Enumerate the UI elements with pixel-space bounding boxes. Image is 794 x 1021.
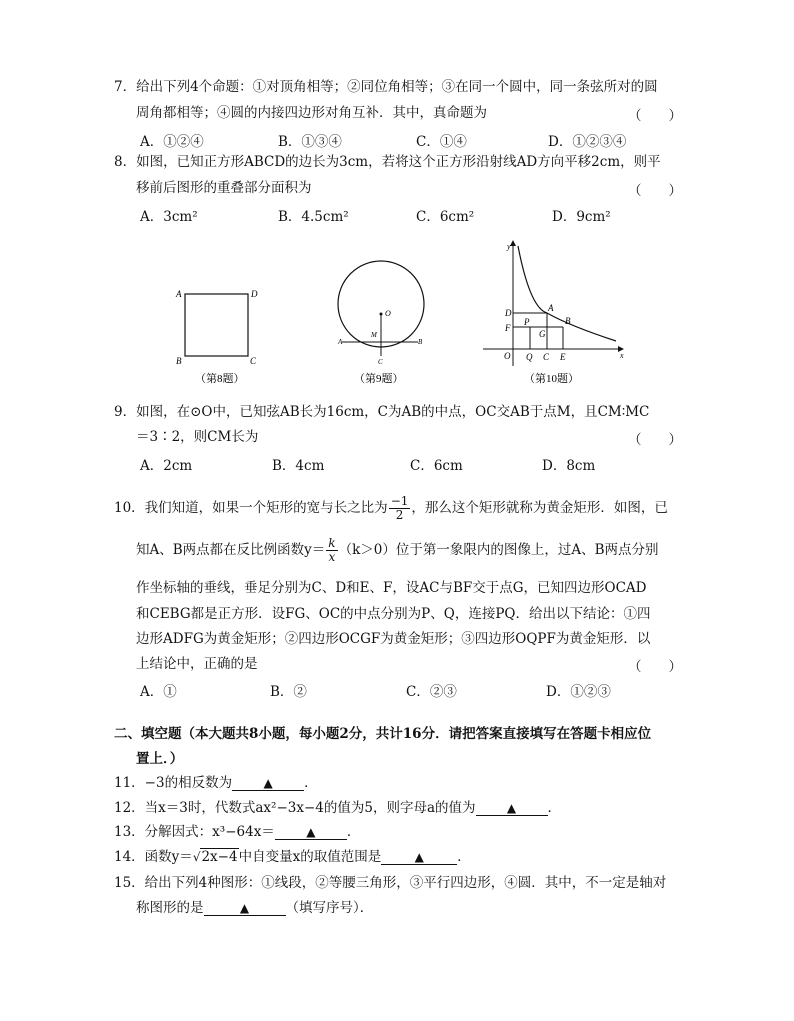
fig8-caption: （第8题） (195, 373, 245, 385)
q7-line2: 周角都相等；④圆的内接四边形对角互补．其中，真命题为 (136, 105, 487, 121)
q10-option-b: B．② (270, 684, 307, 700)
label-D: D (251, 289, 258, 299)
label-O: O (504, 351, 511, 361)
fig9-caption: （第9题） (354, 373, 404, 385)
q13-line (114, 823, 360, 841)
label-P: P (524, 317, 530, 327)
q10-option-a: A．① (140, 684, 177, 700)
q10-line5: 边形ADFG为黄金矩形；②四边形OCGF为黄金矩形；③四边形OQPF为黄金矩形．以 (136, 631, 651, 647)
center-point-o (380, 313, 383, 316)
q9-line2: ＝3∶2，则CM长为 (136, 429, 259, 445)
q9-line1: 9．如图，在⊙O中，已知弦AB长为16cm，C为AB的中点，OC交AB于点M，且CM∶MC (114, 404, 650, 420)
label-A: A (176, 289, 182, 299)
q15-line2 (136, 899, 373, 917)
q8-option-b: B．4.5cm² (278, 209, 349, 225)
figure-8-square (175, 289, 258, 385)
q7-option-a: A．①②④ (140, 134, 204, 150)
label-O: O (385, 309, 391, 318)
label-D: D (505, 308, 512, 318)
figure-10-graph (483, 240, 624, 385)
q10-option-c: C．②③ (406, 684, 457, 700)
section2-heading-line2: 置上．） (136, 751, 184, 767)
q14-text-end: 中自变量x的取值范围是 (238, 849, 382, 865)
q8-line2: 移前后图形的重叠部分面积为 (136, 180, 312, 196)
q11-period: ． (304, 775, 318, 791)
label-C: C (543, 352, 550, 362)
q15-text-end: （填写序号）． (285, 900, 374, 916)
q13-text: 13．分解因式：x³−64x＝ (114, 824, 275, 840)
fraction-denominator: 2 (395, 508, 404, 522)
figures-panel (170, 236, 640, 388)
q9-answer-paren: （ ） (628, 432, 682, 448)
q10-line2 (136, 535, 659, 565)
q8-option-d: D．9cm² (552, 209, 611, 225)
fig10-caption: （第10题） (524, 373, 579, 385)
q10-line2-end: （k＞0）位于第一象限内的图像上，过A、B两点分别 (338, 542, 659, 558)
q9-option-c: C．6cm (410, 458, 463, 474)
label-B: B (418, 338, 423, 346)
q7-option-d: D．①②③④ (548, 134, 627, 150)
q10-line4: 和CEBG都是正方形．设FG、OC的中点分别为P、Q，连接PQ．给出以下结论：①四 (136, 606, 651, 622)
fraction-denominator: x (328, 550, 336, 564)
label-M: M (371, 331, 377, 339)
fraction-numerator: −1 (390, 494, 409, 508)
q10-line1-start: 10．我们知道，如果一个矩形的宽与长之比为 (114, 500, 388, 516)
q10-line1-end: ，那么这个矩形就称为黄金矩形．如图，已 (411, 500, 668, 516)
label-F: F (505, 323, 511, 333)
q14-answer-blank[interactable]: ▲ (381, 850, 457, 865)
q9-option-a: A．2cm (140, 458, 193, 474)
q15-text-start: 称图形的是 (136, 900, 204, 916)
label-Q: Q (526, 352, 533, 362)
label-B: B (565, 316, 571, 326)
q8-answer-paren: （ ） (628, 183, 682, 199)
q8-line1: 8．如图，已知正方形ABCD的边长为3cm，若将这个正方形沿射线AD方向平移2cm，则平 (114, 154, 661, 170)
label-C: C (378, 358, 383, 366)
q15-line1: 15．给出下列4种图形：①线段，②等腰三角形，③平行四边形，④圆．其中，不一定是轴对 (114, 875, 667, 891)
label-G: G (539, 329, 546, 339)
label-A: A (338, 338, 343, 346)
q11-text: 11．−3的相反数为 (114, 775, 233, 791)
q7-option-b: B．①③④ (278, 134, 342, 150)
q11-answer-blank[interactable]: ▲ (232, 776, 304, 791)
k-over-x-fraction (326, 537, 337, 564)
q13-answer-blank[interactable]: ▲ (275, 825, 347, 840)
q14-text-start: 14．函数y＝ (114, 849, 193, 865)
q11-line (114, 774, 318, 792)
q13-period: ． (346, 824, 361, 840)
q8-option-a: A．3cm² (140, 209, 198, 225)
q7-line1: 7．给出下列4个命题：①对顶角相等；②同位角相等；③在同一个圆中，同一条弦所对的圆 (114, 79, 658, 95)
y-axis-arrow (510, 240, 516, 246)
q15-answer-blank[interactable]: ▲ (204, 901, 286, 916)
label-C: C (250, 356, 257, 366)
q12-answer-blank[interactable]: ▲ (476, 801, 548, 816)
label-x: x (620, 351, 624, 360)
q9-option-d: D．8cm (542, 458, 596, 474)
q10-line6: 上结论中，正确的是 (136, 656, 258, 672)
figure-9-circle (337, 261, 424, 385)
q10-option-d: D．①②③ (546, 684, 611, 700)
q14-period: ． (457, 849, 471, 865)
q12-line (114, 799, 561, 817)
q7-answer-paren: （ ） (628, 108, 682, 124)
q10-line1 (114, 493, 668, 523)
q14-sqrt-expression: 2x−4 (201, 849, 238, 865)
q12-period: ． (547, 800, 562, 816)
label-E: E (560, 352, 566, 362)
q9-option-b: B．4cm (272, 458, 325, 474)
q10-line2-start: 知A、B两点都在反比例函数y＝ (136, 542, 326, 558)
label-y: y (507, 242, 511, 251)
golden-ratio-fraction (389, 495, 411, 522)
square-abcd (185, 294, 248, 356)
q7-option-c: C．①④ (416, 134, 467, 150)
q14-line: 14．函数y＝√2x−4中自变量x的取值范围是 ▲ ． (114, 849, 471, 865)
q8-option-c: C．6cm² (416, 209, 475, 225)
q10-answer-paren: （ ） (628, 659, 682, 675)
label-B: B (176, 356, 182, 366)
fraction-numerator: k (328, 536, 336, 550)
section2-heading-line1: 二、填空题（本大题共8小题，每小题2分，共计16分．请把答案直接填写在答题卡相应位 (114, 726, 652, 742)
q10-line3: 作坐标轴的垂线，垂足分别为C、D和E、F，设AC与BF交于点G，已知四边形OCAD (136, 580, 647, 596)
q12-text: 12．当x＝3时，代数式ax²−3x−4的值为5，则字母a的值为 (114, 800, 476, 816)
label-A: A (548, 303, 554, 313)
